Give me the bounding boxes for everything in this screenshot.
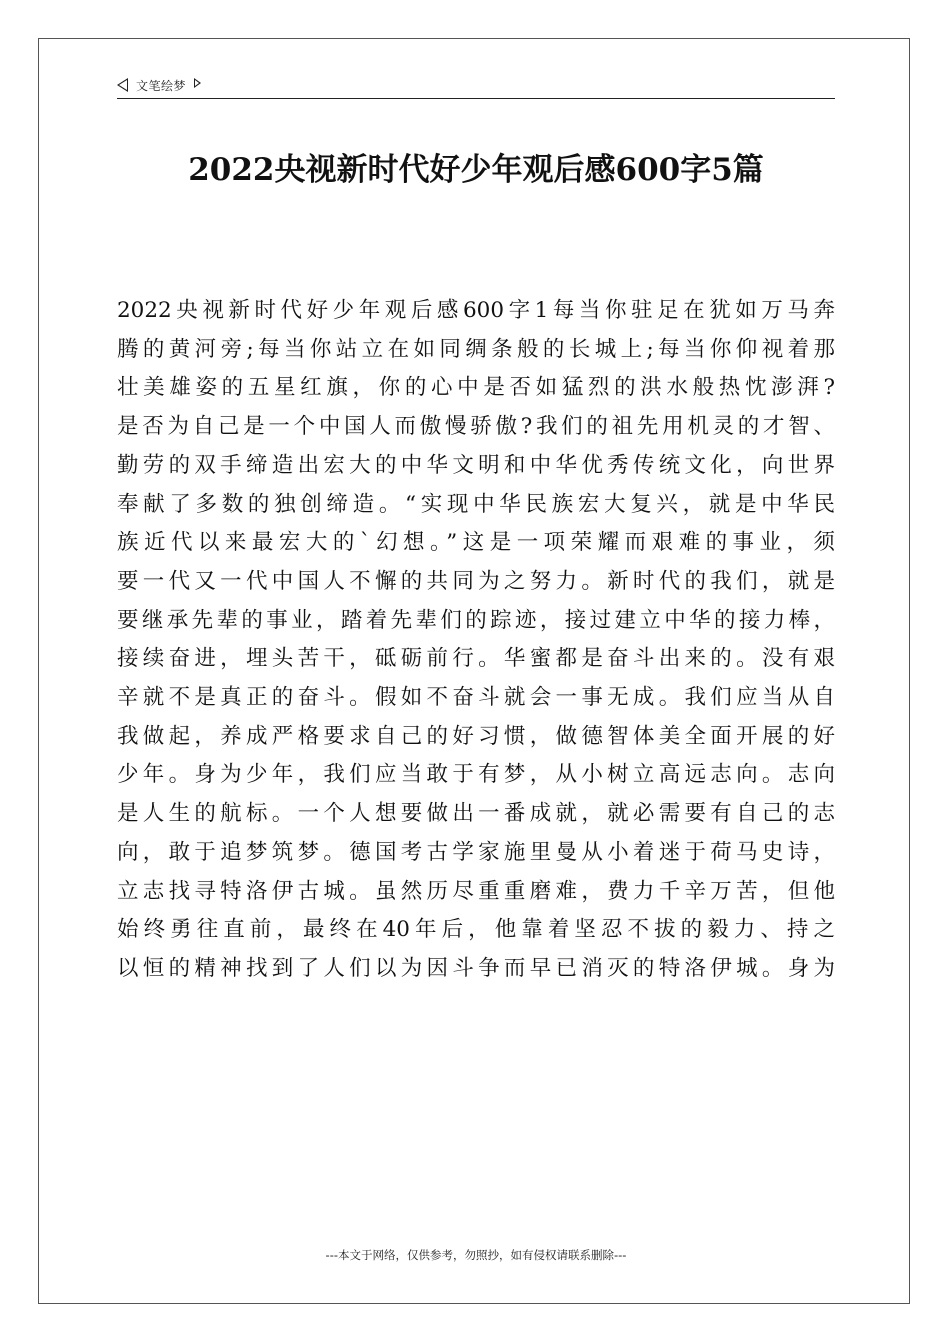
body-line: 我做起，养成严格要求自己的好习惯，做德智体美全面开展的好 <box>117 723 835 749</box>
triangle-right-icon <box>194 78 201 88</box>
footer-notice: ---本文于网络，仅供参考，勿照抄，如有侵权请联系删除--- <box>325 1248 627 1262</box>
body-line: 族近代以来最宏大的`幻想。”这是一项荣耀而艰难的事业，须 <box>117 530 835 556</box>
body-line: 勤劳的双手缔造出宏大的中华文明和中华优秀传统文化，向世界 <box>117 452 835 478</box>
body-line: 奉献了多数的独创缔造。“实现中华民族宏大复兴，就是中华民 <box>117 491 835 517</box>
document-body <box>117 292 835 989</box>
body-line: 少年。身为少年，我们应当敢于有梦，从小树立高远志向。志向 <box>117 762 835 788</box>
triangle-left-icon <box>117 78 128 92</box>
body-line: 是否为自己是一个中国人而傲慢骄傲?我们的祖先用机灵的才智、 <box>117 414 835 440</box>
body-line: 以恒的精神找到了人们以为因斗争而早已消灭的特洛伊城。身为 <box>117 955 835 981</box>
body-line: 是人生的航标。一个人想要做出一番成就，就必需要有自己的志 <box>117 801 835 827</box>
body-line: 始终勇往直前，最终在40年后，他靠着坚忍不拔的毅力、持之 <box>117 917 835 943</box>
body-line: 腾的黄河旁;每当你站立在如同绸条般的长城上;每当你仰视着那 <box>117 336 835 362</box>
body-line: 要继承先辈的事业，踏着先辈们的踪迹，接过建立中华的接力棒， <box>117 607 835 633</box>
document-title: 2022央视新时代好少年观后感600字5篇 <box>188 152 764 188</box>
body-line: 壮美雄姿的五星红旗，你的心中是否如猛烈的洪水般热忱澎湃? <box>117 375 835 401</box>
body-line: 辛就不是真正的奋斗。假如不奋斗就会一事无成。我们应当从自 <box>117 685 835 711</box>
body-line: 接续奋进，埋头苦干，砥砺前行。华蜜都是奋斗出来的。没有艰 <box>117 646 835 672</box>
header-brand: 文笔绘梦 <box>136 78 187 93</box>
body-line: 向，敢于追梦筑梦。德国考古学家施里曼从小着迷于荷马史诗， <box>117 839 835 865</box>
page-header <box>117 72 835 99</box>
body-line: 2022央视新时代好少年观后感600字1每当你驻足在犹如万马奔 <box>117 298 835 323</box>
body-line: 立志找寻特洛伊古城。虽然历尽重重磨难，费力千辛万苦，但他 <box>117 878 835 904</box>
body-line: 要一代又一代中国人不懈的共同为之努力。新时代的我们，就是 <box>117 568 835 594</box>
